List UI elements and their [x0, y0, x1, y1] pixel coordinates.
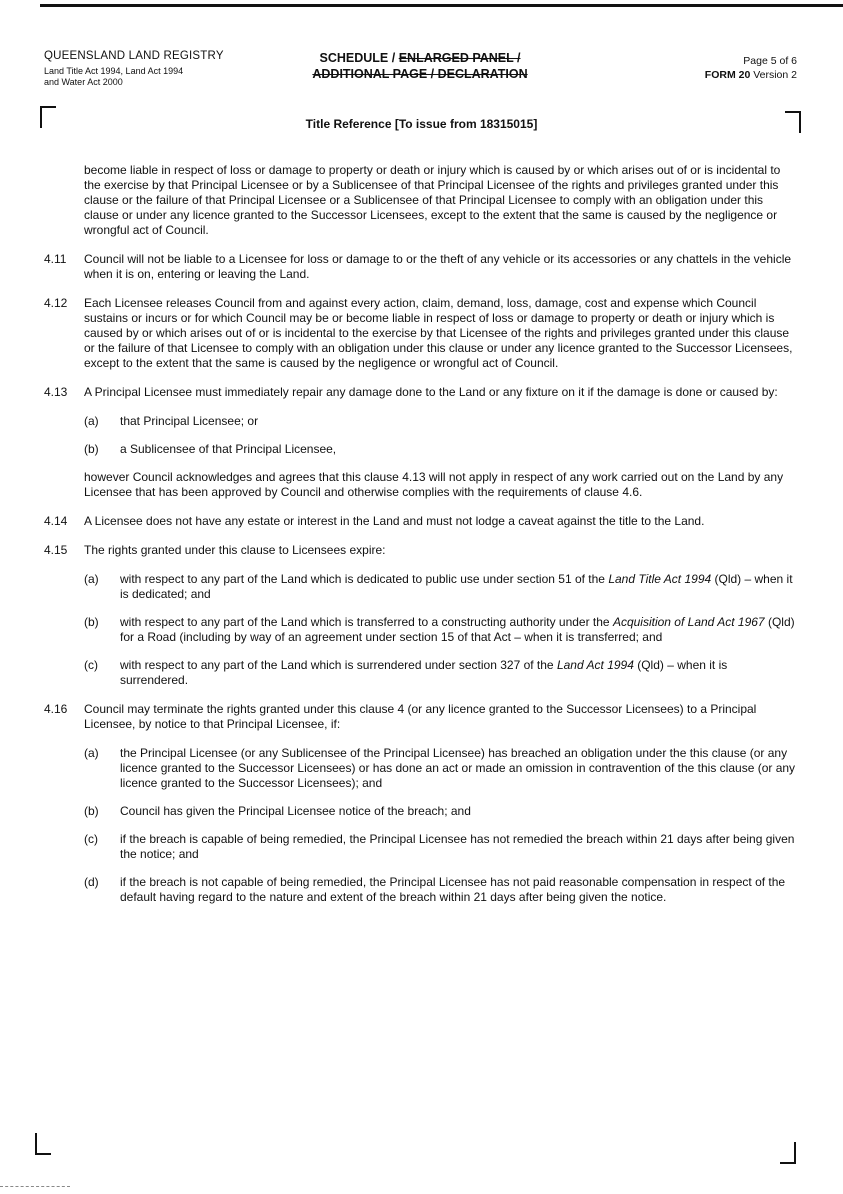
subclause-label: (b)	[84, 804, 99, 818]
subclause-b	[84, 615, 796, 645]
schedule-label: SCHEDULE /	[319, 51, 399, 65]
subclause-label: (d)	[84, 875, 99, 889]
clause-4-14	[44, 514, 796, 529]
clause-number: 4.13	[44, 385, 68, 399]
subclause-a	[84, 746, 796, 791]
subclause-text-end: (Qld) – when it is surrendered.	[120, 658, 728, 687]
clause-number: 4.14	[44, 514, 68, 528]
subclause-c	[84, 658, 796, 688]
subclause-label: (b)	[84, 615, 99, 629]
clause-4-11	[44, 252, 796, 282]
subclause-text: that Principal Licensee; or	[120, 414, 259, 428]
clause-4-12	[44, 296, 796, 371]
act-name: Acquisition of Land Act 1967	[612, 615, 765, 629]
continuation-paragraph: become liable in respect of loss or damage to property or death or injury which is caused by or which arises out of or is incidental to the exercise by that Principal Licensee or by a Sublicensee of that Principal Licensee of the rights and privileges granted under this clause or the failure of that Principal Licensee or a Sublicensee of that Principal Licensee to comply with an obligation under this clause or under any licence granted to the Successor Licensees, except to the extent that the same is caused by the negligence or wrongful act of Council.	[84, 163, 781, 237]
subclause-text-start: with respect to any part of the Land which is surrendered under section 327 of the	[120, 658, 557, 672]
subclause-text-end: (Qld) for a Road (including by way of an agreement under section 15 of that Act – when it is transferred; and	[120, 615, 795, 644]
top-rule	[40, 4, 843, 7]
clause-number: 4.16	[44, 702, 68, 716]
subclause-a	[84, 414, 796, 429]
document-body	[44, 163, 796, 919]
clause-4-13	[44, 385, 796, 500]
subclause-text: the Principal Licensee (or any Sublicensee of the Principal Licensee) has breached an obligation under the this clause (or any licence granted to the Successor Licensees) or has done an act or made an omission in contravention of the this clause (or any licence granted to the Successor Licensees); and	[120, 746, 796, 790]
clause-4-16	[44, 702, 796, 905]
clause-number: 4.12	[44, 296, 68, 310]
subclause-text-end: (Qld) – when it is dedicated; and	[120, 572, 793, 601]
enlarged-panel-label: ENLARGED PANEL /	[398, 51, 521, 65]
clause-intro: Council may terminate the rights granted under this clause 4 (or any licence granted to the Successor Licensees) to a Principal Licensee, by notice to that Principal Licensee, if:	[84, 702, 757, 731]
header-right	[705, 54, 797, 82]
acts-line-2: and Water Act 2000	[44, 77, 123, 87]
additional-page-label: ADDITIONAL PAGE / DECLARATION	[312, 67, 528, 81]
clause-number: 4.11	[44, 252, 67, 266]
clause-text: Each Licensee releases Council from and against every action, claim, demand, loss, damage, cost and expense which Council sustains or incurs or for which Council may be or become liable in respect of loss or damage to property or death or injury which is caused by or which arises out of or is incidental to the exercise by that Licensee of the rights and privileges granted under this clause or the failure of that Licensee to comply with an obligation under this clause or under any licence granted to the Successor Licensees, except to the extent that the same is caused by the negligence or wrongful act of Council.	[84, 296, 793, 370]
bottom-rule	[0, 1186, 70, 1187]
registry-name: QUEENSLAND LAND REGISTRY	[44, 50, 224, 62]
subclause-text: a Sublicensee of that Principal Licensee,	[120, 442, 337, 456]
subclause-text: if the breach is capable of being remedied, the Principal Licensee has not remedied the breach within 21 days after being given the notice; and	[120, 832, 795, 861]
subclause-a	[84, 572, 796, 602]
clause-intro: A Principal Licensee must immediately repair any damage done to the Land or any fixture on it if the damage is done or caused by:	[84, 385, 778, 399]
subclause-c	[84, 832, 796, 862]
subclause-b	[84, 804, 796, 819]
subclause-label: (b)	[84, 442, 99, 456]
form-version: Version 2	[753, 69, 797, 81]
clause-intro: The rights granted under this clause to Licensees expire:	[84, 543, 386, 557]
corner-mark-bottom-left	[35, 1133, 51, 1155]
subclause-text-start: with respect to any part of the Land which is transferred to a constructing authority under the	[120, 615, 613, 629]
clause-number: 4.15	[44, 543, 68, 557]
subclause-d	[84, 875, 796, 905]
title-reference: Title Reference [To issue from 18315015]	[305, 117, 538, 131]
subclause-label: (a)	[84, 414, 99, 428]
subclause-b	[84, 442, 796, 457]
subclause-text: Council has given the Principal Licensee notice of the breach; and	[120, 804, 471, 818]
subclause-label: (a)	[84, 572, 99, 586]
page-number: Page 5 of 6	[743, 55, 797, 67]
act-name: Land Act 1994	[556, 658, 634, 672]
subclause-text-start: with respect to any part of the Land which is dedicated to public use under section 51 of the	[120, 572, 609, 586]
subclause-label: (c)	[84, 658, 98, 672]
header-center	[260, 50, 580, 82]
header-left	[44, 50, 224, 88]
clause-text: A Licensee does not have any estate or interest in the Land and must not lodge a caveat against the title to the Land.	[84, 514, 705, 528]
subclause-text: if the breach is not capable of being remedied, the Principal Licensee has not paid reasonable compensation in respect of the default having regard to the nature and extent of the breach within 21 days after being given the notice.	[120, 875, 786, 904]
acts-line-1: Land Title Act 1994, Land Act 1994	[44, 66, 184, 76]
corner-mark-bottom-right	[780, 1142, 796, 1164]
subclause-label: (a)	[84, 746, 99, 760]
act-name: Land Title Act 1994	[608, 572, 712, 586]
form-number: FORM 20	[704, 69, 751, 81]
clause-tail: however Council acknowledges and agrees that this clause 4.13 will not apply in respect of any work carried out on the Land by any Licensee that has been approved by Council and otherwise complies with the requirements of clause 4.6.	[84, 470, 784, 499]
clause-text: Council will not be liable to a Licensee for loss or damage to or the theft of any vehicle or its accessories or any chattels in the vehicle when it is on, entering or leaving the Land.	[84, 252, 792, 281]
subclause-label: (c)	[84, 832, 98, 846]
clause-4-15	[44, 543, 796, 688]
